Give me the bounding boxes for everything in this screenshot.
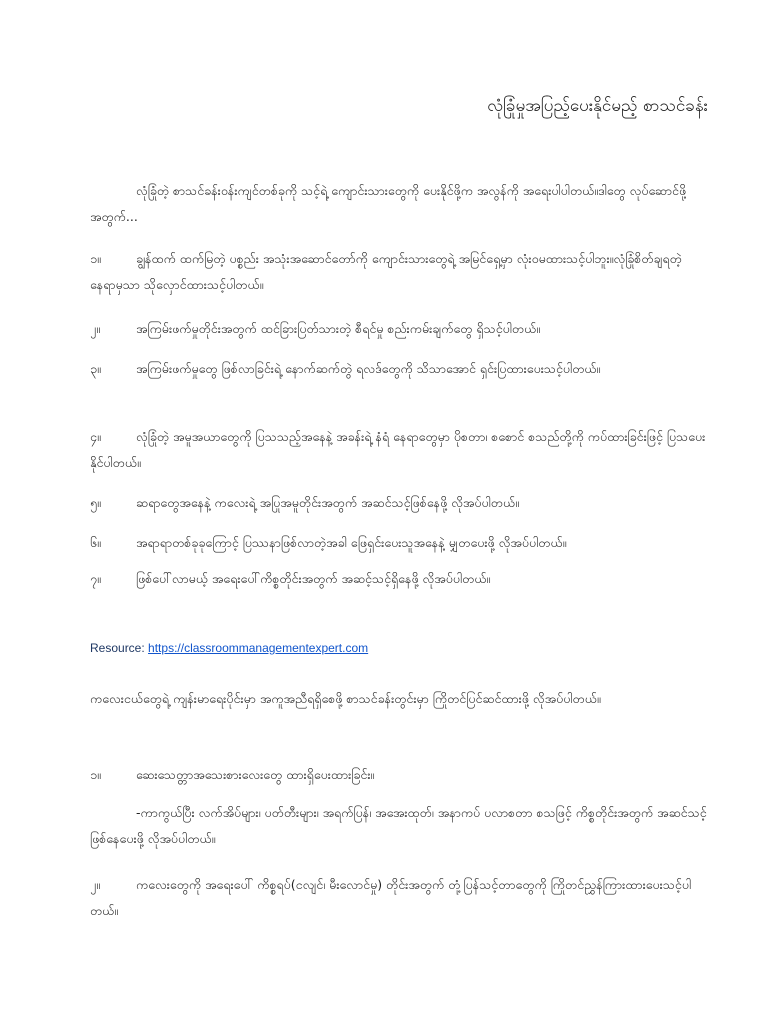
list-item: [90, 424, 710, 476]
list-item-text: ဆရာတွေအနေနဲ့ ကလေးရဲ့ အပြုအမူတိုင်းအတွက် အဆင်သင့်ဖြစ်နေဖို့ လိုအပ်ပါတယ်။: [136, 495, 519, 510]
list-item: [90, 530, 710, 556]
list-item: [90, 246, 710, 298]
resource-link[interactable]: https://classroommanagementexpert.com: [148, 641, 369, 655]
list-item: [90, 490, 710, 516]
list-item-text: အကြမ်းဖက်မှုတိုင်းအတွက် ထင်ခြားပြတ်သားတဲ့ စီရင်မှု စည်းကမ်းချက်တွေ ရှိသင့်ပါတယ်။: [136, 321, 541, 336]
list-item-number: ၂။: [90, 321, 100, 336]
document-title: လုံခြုံမှုအပြည့်ပေးနိုင်မည့် စာသင်ခန်း: [487, 96, 708, 116]
list-item: [90, 566, 710, 592]
list-item-number: ၁။: [90, 767, 101, 782]
list-item: [90, 762, 710, 788]
list-item-text: အကြမ်းဖက်မှုတွေ ဖြစ်လာခြင်းရဲ့ နောက်ဆက်တွဲ ရလဒ်တွေကို သိသာအောင် ရှင်းပြထားပေးသင့်ပါတယ်။: [136, 361, 601, 376]
list-item-number: ၅။: [90, 495, 101, 510]
section2-intro: ကလေးငယ်တွေရဲ့ ကျန်းမာရေးပိုင်းမှာ အကူအညီရရှိစေဖို့ စာသင်ခန်းတွင်းမှာ ကြိုတင်ပြင်ဆင်ထားဖို့ လိုအပ်ပါတယ်။: [90, 691, 601, 706]
list-item-number: ၇။: [90, 571, 101, 586]
list-item-text: ဆေးသေတ္တာအသေးစားလေးတွေ ထားရှိပေးထားခြင်း။: [136, 767, 375, 782]
list-item-number: ၁။: [90, 251, 101, 266]
list-item-number: ၆။: [90, 535, 101, 550]
list-item-text: ကလေးတွေကို အရေးပေါ် ကိစ္စရပ်(ငလျင်၊ မီးလောင်မှု) တိုင်းအတွက် တုံ့ပြန်သင့်တာတွေကို ကြိုတင်ညွှန်ကြားထားပေးသင့်ပါတယ်။: [90, 877, 692, 918]
list-item-text: ဖြစ်ပေါ်လာမယ့် အရေးပေါ်ကိစ္စတိုင်းအတွက် အဆင့်သင့်ရှိနေဖို့ လိုအပ်ပါတယ်။: [136, 571, 491, 586]
intro-paragraph: လုံခြုံတဲ့ စာသင်ခန်းဝန်းကျင်တစ်ခုကို သင့်ရဲ့ ကျောင်းသားတွေကို ပေးနိုင်ဖို့က အလွန်ကို အရေးပါပါတယ်။ဒါတွေ လုပ်ဆောင်ဖို့အတွက်...: [90, 183, 687, 224]
list-item: [90, 356, 710, 382]
list-item-number: ၂။: [90, 877, 100, 892]
list-item-number: ၄။: [90, 429, 101, 444]
list-item-text: ချွန်ထက် ထက်မြတဲ့ ပစ္စည်း အသုံးအဆောင်တော်ကို ကျောင်းသားတွေရဲ့ အမြင်ရှေ့မှာ လုံးဝမထားသင့်ပါဘူး။လုံခြုံစိတ်ချရတဲ့ နေရာမှသာ သိုလှောင်ထားသင့်ပါတယ်။: [90, 251, 682, 292]
list-item-subtext: -ကာကွယ်ပြီး လက်အိပ်များ၊ ပတ်တီးများ၊ အရက်ပြန်၊ အအေးထုတ်၊ အနာကပ် ပလာစတာ စသဖြင့် ကိစ္စတိုင်းအတွက် အဆင်သင့်ဖြစ်နေပေးဖို့ လိုအပ်ပါတယ်။: [90, 805, 707, 846]
list-item-text: အရာရာတစ်ခုခုကြောင့် ပြဿနာဖြစ်လာတဲ့အခါ ဖြေရှင်းပေးသူအနေနဲ့ မျှတပေးဖို့ လိုအပ်ပါတယ်။: [136, 535, 567, 550]
list-item-text: လုံခြုံတဲ့ အမူအယာတွေကို ပြသသည့်အနေနဲ့ အခန်းရဲ့ နံရံ နေရာတွေမှာ ပိုစတာ၊ စစောင် စသည်တို့ကို ကပ်ထားခြင်းဖြင့် ပြသပေးနိုင်ပါတယ်။: [90, 429, 706, 470]
resource-line: [90, 637, 368, 659]
list-item-number: ၃။: [90, 361, 101, 376]
resource-label: Resource:: [90, 641, 145, 655]
list-item: [90, 872, 710, 924]
list-item: [90, 316, 710, 342]
